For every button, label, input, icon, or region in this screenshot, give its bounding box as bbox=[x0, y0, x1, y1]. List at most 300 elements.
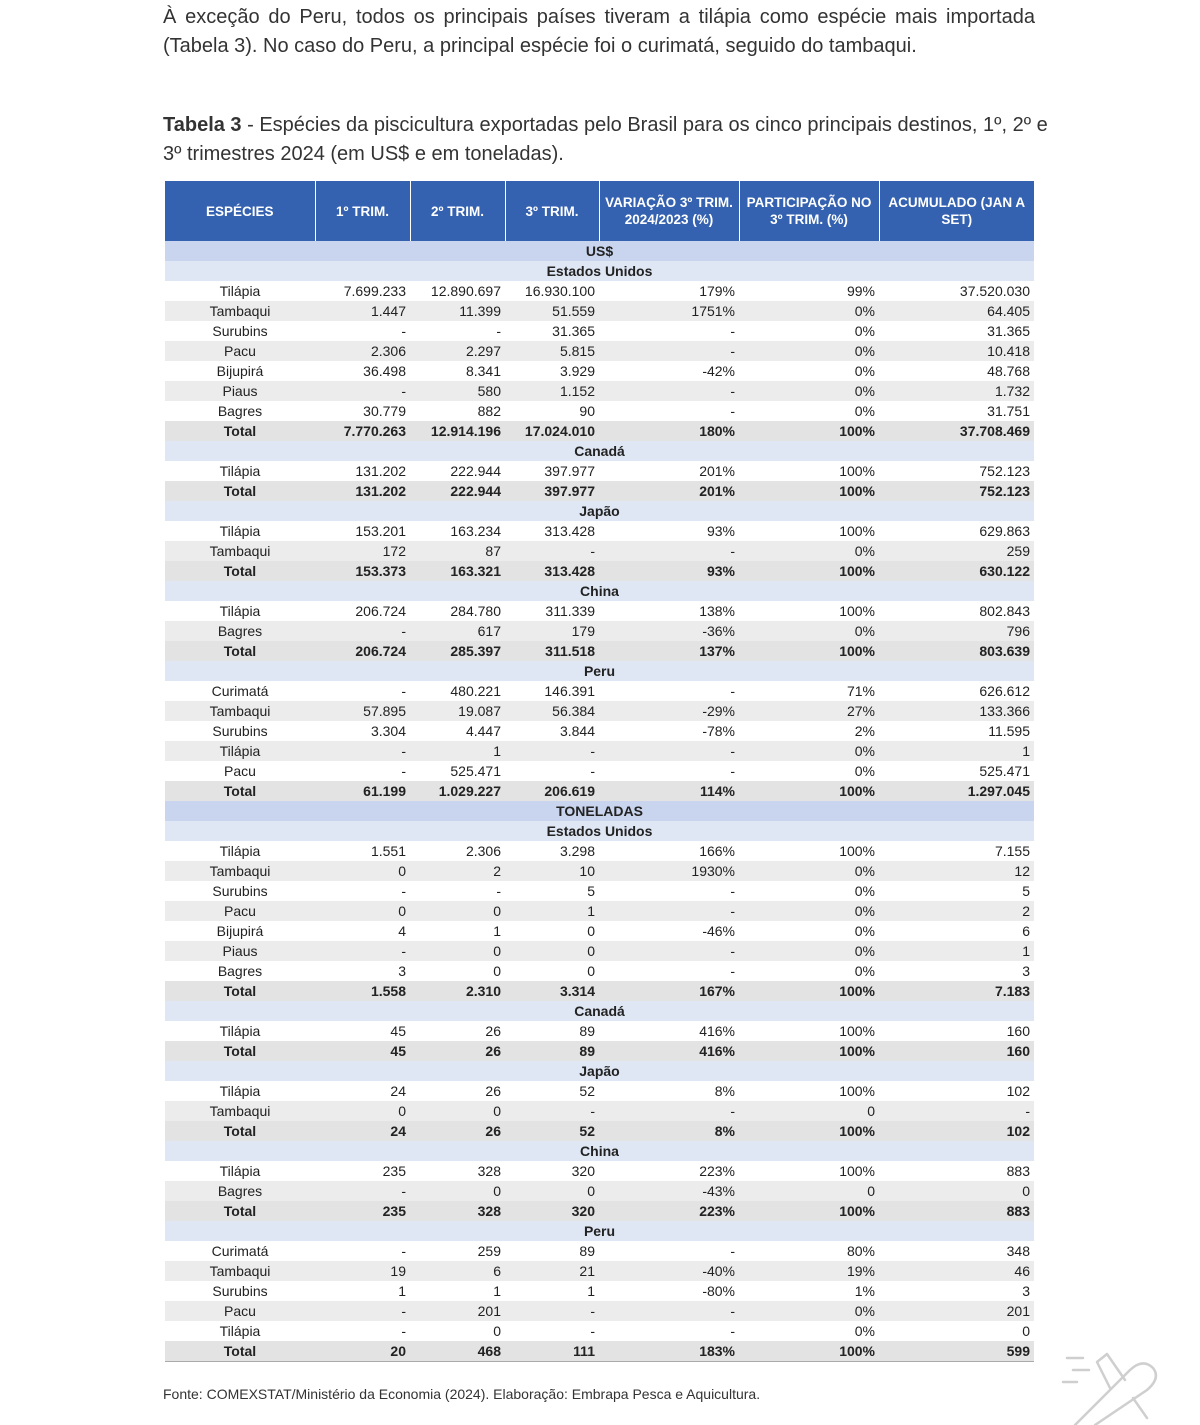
value-cell: 17.024.010 bbox=[505, 421, 599, 441]
value-cell: - bbox=[315, 741, 410, 761]
value-cell: 235 bbox=[382, 1163, 406, 1179]
value-cell: 2 bbox=[410, 861, 505, 881]
value-cell: 100% bbox=[739, 641, 879, 661]
value-cell: 0 bbox=[315, 1101, 410, 1121]
caption-text: - Espécies da piscicultura exportadas pelo Brasil para os cinco principais destinos, 1º, 2º e 3º trimestres 2024 (em US$ e em toneladas). bbox=[163, 114, 1048, 165]
value-cell: - bbox=[730, 683, 735, 699]
country-header-row bbox=[165, 501, 1034, 521]
value-cell: 1.152 bbox=[505, 381, 599, 401]
value-cell: 93% bbox=[706, 523, 735, 539]
value-cell: 61.199 bbox=[315, 781, 410, 801]
species-cell: Total bbox=[165, 781, 315, 801]
value-cell: 0% bbox=[854, 763, 875, 779]
value-cell: - bbox=[401, 683, 406, 699]
value-cell: 222.944 bbox=[410, 481, 505, 501]
header-participacao: PARTICIPAÇÃO NO 3º TRIM. (%) bbox=[739, 181, 879, 241]
species-cell: Tilápia bbox=[219, 603, 261, 619]
value-cell: - bbox=[505, 541, 599, 561]
value-cell: - bbox=[730, 403, 735, 419]
species-cell: Tilápia bbox=[165, 741, 315, 761]
species-cell: Tilápia bbox=[219, 463, 261, 479]
table-row bbox=[165, 921, 1034, 941]
value-cell: 3 bbox=[1022, 963, 1030, 979]
value-cell: 131.202 bbox=[355, 463, 406, 479]
value-cell: - bbox=[401, 1243, 406, 1259]
value-cell: 26 bbox=[410, 1041, 505, 1061]
value-cell: 617 bbox=[410, 621, 505, 641]
value-cell: 1.551 bbox=[370, 843, 406, 859]
value-cell: 6 bbox=[410, 1261, 505, 1281]
value-cell: 0% bbox=[739, 381, 879, 401]
value-cell: 180% bbox=[599, 421, 739, 441]
value-cell: 1930% bbox=[599, 861, 739, 881]
table-row bbox=[165, 941, 1034, 961]
total-row bbox=[165, 1341, 1034, 1362]
value-cell: 0 bbox=[1022, 1323, 1030, 1339]
value-cell: 3.298 bbox=[559, 843, 595, 859]
value-cell: 7.183 bbox=[879, 981, 1034, 1001]
value-cell: 1 bbox=[410, 741, 505, 761]
country-name: Canadá bbox=[165, 1001, 1034, 1021]
table-body bbox=[165, 241, 1034, 1362]
value-cell: 37.520.030 bbox=[959, 283, 1030, 299]
value-cell: 2.297 bbox=[410, 341, 505, 361]
value-cell: 525.471 bbox=[979, 763, 1030, 779]
value-cell: 90 bbox=[579, 403, 595, 419]
value-cell: 201 bbox=[879, 1301, 1034, 1321]
value-cell: 0% bbox=[854, 883, 875, 899]
header-variacao: VARIAÇÃO 3º TRIM. 2024/2023 (%) bbox=[599, 181, 739, 241]
value-cell: 599 bbox=[879, 1341, 1034, 1362]
value-cell: - bbox=[505, 1101, 599, 1121]
table-row bbox=[165, 401, 1034, 421]
value-cell: 0 bbox=[587, 923, 595, 939]
value-cell: - bbox=[599, 341, 739, 361]
value-cell: 0% bbox=[854, 363, 875, 379]
value-cell: 100% bbox=[739, 781, 879, 801]
value-cell: - bbox=[599, 901, 739, 921]
value-cell: 100% bbox=[739, 1121, 879, 1141]
value-cell: 8.341 bbox=[465, 363, 501, 379]
value-cell: 0% bbox=[739, 541, 879, 561]
value-cell: 179 bbox=[505, 621, 599, 641]
table-row bbox=[165, 381, 1034, 401]
value-cell: 0 bbox=[410, 941, 505, 961]
value-cell: 167% bbox=[599, 981, 739, 1001]
total-row bbox=[165, 781, 1034, 801]
species-cell: Bagres bbox=[217, 963, 263, 979]
species-cell: Curimatá bbox=[211, 1243, 269, 1259]
value-cell: 1 bbox=[879, 741, 1034, 761]
value-cell: 630.122 bbox=[879, 561, 1034, 581]
table-row bbox=[165, 321, 1034, 341]
value-cell: - bbox=[730, 963, 735, 979]
value-cell: 100% bbox=[839, 523, 875, 539]
value-cell: 3 bbox=[398, 963, 406, 979]
value-cell: -78% bbox=[702, 723, 735, 739]
value-cell: 31.751 bbox=[987, 403, 1030, 419]
species-cell: Tambaqui bbox=[165, 541, 315, 561]
value-cell: 259 bbox=[477, 1243, 501, 1259]
value-cell: 206.724 bbox=[355, 603, 406, 619]
value-cell: 100% bbox=[739, 561, 879, 581]
value-cell: - bbox=[590, 763, 595, 779]
section-header-row bbox=[165, 801, 1034, 821]
value-cell: 0% bbox=[854, 323, 875, 339]
total-row bbox=[165, 1201, 1034, 1221]
species-cell: Total bbox=[165, 481, 315, 501]
species-cell: Tilápia bbox=[219, 1083, 261, 1099]
value-cell: 802.843 bbox=[979, 603, 1030, 619]
value-cell: 0 bbox=[587, 963, 595, 979]
total-row bbox=[165, 1041, 1034, 1061]
value-cell: 100% bbox=[839, 1023, 875, 1039]
table-row bbox=[165, 1241, 1034, 1261]
table-row bbox=[165, 961, 1034, 981]
total-row bbox=[165, 981, 1034, 1001]
value-cell: 12.890.697 bbox=[430, 283, 501, 299]
value-cell: 796 bbox=[879, 621, 1034, 641]
species-cell: Bijupirá bbox=[216, 923, 264, 939]
value-cell: 752.123 bbox=[979, 463, 1030, 479]
value-cell: 803.639 bbox=[879, 641, 1034, 661]
value-cell: 100% bbox=[739, 481, 879, 501]
species-cell: Bijupirá bbox=[216, 363, 264, 379]
value-cell: 3.844 bbox=[559, 723, 595, 739]
value-cell: 93% bbox=[599, 561, 739, 581]
value-cell: 397.977 bbox=[544, 463, 595, 479]
value-cell: -46% bbox=[702, 923, 735, 939]
value-cell: 12.914.196 bbox=[410, 421, 505, 441]
value-cell: 416% bbox=[599, 1041, 739, 1061]
species-cell: Pacu bbox=[165, 1301, 315, 1321]
value-cell: - bbox=[505, 741, 599, 761]
table-row bbox=[165, 1021, 1034, 1041]
value-cell: 0% bbox=[739, 741, 879, 761]
value-cell: - bbox=[730, 1323, 735, 1339]
value-cell: 0 bbox=[505, 941, 599, 961]
country-name: China bbox=[165, 1141, 1034, 1161]
species-cell: Tambaqui bbox=[165, 861, 315, 881]
value-cell: 160 bbox=[1006, 1023, 1030, 1039]
table-row bbox=[165, 881, 1034, 901]
value-cell: 10.418 bbox=[879, 341, 1034, 361]
table-row bbox=[165, 301, 1034, 321]
species-cell: Tilápia bbox=[219, 523, 261, 539]
value-cell: 0 bbox=[410, 901, 505, 921]
value-cell: 285.397 bbox=[410, 641, 505, 661]
value-cell: 416% bbox=[699, 1023, 735, 1039]
value-cell: 0 bbox=[739, 1181, 879, 1201]
total-row bbox=[165, 481, 1034, 501]
value-cell: 222.944 bbox=[450, 463, 501, 479]
table-row bbox=[165, 1181, 1034, 1201]
value-cell: 26 bbox=[410, 1121, 505, 1141]
value-cell: 52 bbox=[579, 1083, 595, 1099]
value-cell: -42% bbox=[702, 363, 735, 379]
caption-label: Tabela 3 bbox=[163, 114, 242, 136]
value-cell: 313.428 bbox=[505, 561, 599, 581]
value-cell: - bbox=[599, 1301, 739, 1321]
value-cell: 320 bbox=[571, 1163, 595, 1179]
value-cell: 0% bbox=[739, 621, 879, 641]
value-cell: 284.780 bbox=[450, 603, 501, 619]
table-row bbox=[165, 1161, 1034, 1181]
value-cell: 8% bbox=[599, 1121, 739, 1141]
value-cell: 100% bbox=[739, 1341, 879, 1362]
value-cell: 30.779 bbox=[363, 403, 406, 419]
country-name: Japão bbox=[165, 1061, 1034, 1081]
table-row bbox=[165, 341, 1034, 361]
section-title: TONELADAS bbox=[165, 801, 1034, 821]
species-cell: Pacu bbox=[224, 763, 256, 779]
species-cell: Total bbox=[165, 1121, 315, 1141]
value-cell: 160 bbox=[879, 1041, 1034, 1061]
value-cell: - bbox=[599, 741, 739, 761]
value-cell: 100% bbox=[839, 463, 875, 479]
value-cell: 100% bbox=[839, 603, 875, 619]
value-cell: 0 bbox=[879, 1181, 1034, 1201]
value-cell: 0% bbox=[739, 1301, 879, 1321]
species-cell: Piaus bbox=[165, 381, 315, 401]
value-cell: 0 bbox=[410, 1181, 505, 1201]
value-cell: 1.558 bbox=[315, 981, 410, 1001]
value-cell: 1.029.227 bbox=[410, 781, 505, 801]
value-cell: 201% bbox=[599, 481, 739, 501]
value-cell: 0% bbox=[854, 923, 875, 939]
species-cell: Surubins bbox=[212, 883, 268, 899]
header-trim2: 2º TRIM. bbox=[410, 181, 505, 241]
value-cell: 468 bbox=[410, 1341, 505, 1362]
country-header-row bbox=[165, 581, 1034, 601]
table-header-row bbox=[165, 181, 1034, 241]
value-cell: 1.732 bbox=[879, 381, 1034, 401]
species-cell: Total bbox=[165, 981, 315, 1001]
country-header-row bbox=[165, 441, 1034, 461]
value-cell: - bbox=[730, 323, 735, 339]
total-row bbox=[165, 641, 1034, 661]
value-cell: 71% bbox=[846, 683, 875, 699]
value-cell: - bbox=[599, 1101, 739, 1121]
species-cell: Pacu bbox=[165, 901, 315, 921]
table-row bbox=[165, 861, 1034, 881]
value-cell: 0 bbox=[505, 1181, 599, 1201]
table-row bbox=[165, 721, 1034, 741]
table-row bbox=[165, 841, 1034, 861]
value-cell: 626.612 bbox=[979, 683, 1030, 699]
header-acumulado: ACUMULADO (JAN A SET) bbox=[879, 181, 1034, 241]
species-cell: Tambaqui bbox=[165, 701, 315, 721]
value-cell: 397.977 bbox=[505, 481, 599, 501]
value-cell: 12 bbox=[879, 861, 1034, 881]
value-cell: - bbox=[599, 381, 739, 401]
value-cell: 100% bbox=[839, 1163, 875, 1179]
value-cell: 0% bbox=[739, 901, 879, 921]
value-cell: -40% bbox=[599, 1261, 739, 1281]
value-cell: 1 bbox=[493, 1283, 501, 1299]
country-name: China bbox=[165, 581, 1034, 601]
value-cell: 172 bbox=[315, 541, 410, 561]
value-cell: 102 bbox=[879, 1121, 1034, 1141]
value-cell: - bbox=[599, 541, 739, 561]
value-cell: 882 bbox=[477, 403, 501, 419]
value-cell: 0% bbox=[739, 341, 879, 361]
value-cell: 7.155 bbox=[994, 843, 1030, 859]
value-cell: 16.930.100 bbox=[524, 283, 595, 299]
value-cell: 24 bbox=[390, 1083, 406, 1099]
value-cell: 0 bbox=[315, 861, 410, 881]
species-cell: Pacu bbox=[165, 341, 315, 361]
value-cell: - bbox=[496, 883, 501, 899]
value-cell: 0 bbox=[315, 901, 410, 921]
species-cell: Surubins bbox=[212, 723, 268, 739]
value-cell: 1% bbox=[854, 1283, 875, 1299]
value-cell: - bbox=[401, 1323, 406, 1339]
value-cell: 1751% bbox=[599, 301, 739, 321]
value-cell: 2.310 bbox=[410, 981, 505, 1001]
species-cell: Bagres bbox=[165, 621, 315, 641]
value-cell: 629.863 bbox=[979, 523, 1030, 539]
species-cell: Tilápia bbox=[219, 843, 261, 859]
value-cell: 19.087 bbox=[410, 701, 505, 721]
value-cell: 80% bbox=[846, 1243, 875, 1259]
country-header-row bbox=[165, 1141, 1034, 1161]
country-name: Estados Unidos bbox=[165, 261, 1034, 281]
value-cell: - bbox=[505, 1301, 599, 1321]
value-cell: 235 bbox=[315, 1201, 410, 1221]
species-cell: Total bbox=[165, 1341, 315, 1362]
species-cell: Bagres bbox=[217, 403, 263, 419]
table-row bbox=[165, 901, 1034, 921]
value-cell: 0 bbox=[739, 1101, 879, 1121]
value-cell: 6 bbox=[1022, 923, 1030, 939]
value-cell: 5 bbox=[587, 883, 595, 899]
value-cell: - bbox=[496, 323, 501, 339]
value-cell: 0% bbox=[854, 963, 875, 979]
value-cell: 114% bbox=[599, 781, 739, 801]
table-row bbox=[165, 1301, 1034, 1321]
value-cell: 3.929 bbox=[559, 363, 595, 379]
value-cell: 24 bbox=[315, 1121, 410, 1141]
value-cell: 100% bbox=[739, 1201, 879, 1221]
value-cell: 0% bbox=[739, 861, 879, 881]
value-cell: 1.297.045 bbox=[879, 781, 1034, 801]
value-cell: 31.365 bbox=[552, 323, 595, 339]
value-cell: 311.518 bbox=[505, 641, 599, 661]
value-cell: 883 bbox=[879, 1201, 1034, 1221]
value-cell: - bbox=[879, 1101, 1034, 1121]
species-cell: Total bbox=[165, 1201, 315, 1221]
value-cell: 163.321 bbox=[410, 561, 505, 581]
value-cell: 31.365 bbox=[987, 323, 1030, 339]
value-cell: 480.221 bbox=[450, 683, 501, 699]
table-row bbox=[165, 521, 1034, 541]
value-cell: - bbox=[401, 323, 406, 339]
value-cell: - bbox=[315, 621, 410, 641]
value-cell: - bbox=[730, 883, 735, 899]
table-row bbox=[165, 1321, 1034, 1341]
total-row bbox=[165, 421, 1034, 441]
value-cell: 0 bbox=[410, 1101, 505, 1121]
country-name: Peru bbox=[165, 1221, 1034, 1241]
value-cell: 5.815 bbox=[505, 341, 599, 361]
value-cell: 19% bbox=[739, 1261, 879, 1281]
table-row bbox=[165, 621, 1034, 641]
value-cell: 0% bbox=[854, 403, 875, 419]
country-name: Japão bbox=[165, 501, 1034, 521]
value-cell: 311.339 bbox=[545, 603, 595, 619]
table-caption bbox=[163, 111, 1063, 169]
header-trim1: 1º TRIM. bbox=[315, 181, 410, 241]
table-row bbox=[165, 761, 1034, 781]
species-cell: Total bbox=[165, 641, 315, 661]
table-row bbox=[165, 681, 1034, 701]
value-cell: - bbox=[730, 1243, 735, 1259]
value-cell: 52 bbox=[505, 1121, 599, 1141]
value-cell: 0% bbox=[854, 1323, 875, 1339]
species-cell: Surubins bbox=[212, 1283, 268, 1299]
table-row bbox=[165, 601, 1034, 621]
value-cell: 3.314 bbox=[505, 981, 599, 1001]
value-cell: 0% bbox=[739, 941, 879, 961]
header-trim3: 3º TRIM. bbox=[505, 181, 599, 241]
country-name: Canadá bbox=[165, 441, 1034, 461]
value-cell: 166% bbox=[699, 843, 735, 859]
value-cell: 21 bbox=[505, 1261, 599, 1281]
value-cell: 0% bbox=[739, 301, 879, 321]
value-cell: 20 bbox=[315, 1341, 410, 1362]
value-cell: 46 bbox=[879, 1261, 1034, 1281]
value-cell: 8% bbox=[714, 1083, 735, 1099]
value-cell: -36% bbox=[599, 621, 739, 641]
country-header-row bbox=[165, 1001, 1034, 1021]
value-cell: 111 bbox=[505, 1341, 599, 1362]
value-cell: - bbox=[599, 941, 739, 961]
value-cell: - bbox=[730, 763, 735, 779]
species-cell: Tilápia bbox=[219, 1163, 261, 1179]
value-cell: 223% bbox=[699, 1163, 735, 1179]
value-cell: 137% bbox=[599, 641, 739, 661]
value-cell: - bbox=[315, 1301, 410, 1321]
value-cell: 36.498 bbox=[363, 363, 406, 379]
species-cell: Total bbox=[165, 421, 315, 441]
airplane-icon bbox=[1055, 1340, 1165, 1425]
species-cell: Tilápia bbox=[219, 1323, 261, 1339]
value-cell: 51.559 bbox=[505, 301, 599, 321]
value-cell: -29% bbox=[599, 701, 739, 721]
value-cell: 1 bbox=[587, 1283, 595, 1299]
value-cell: 11.399 bbox=[410, 301, 505, 321]
value-cell: 1 bbox=[505, 901, 599, 921]
value-cell: 87 bbox=[410, 541, 505, 561]
section-header-row bbox=[165, 241, 1034, 261]
value-cell: 206.619 bbox=[505, 781, 599, 801]
species-cell: Tilápia bbox=[219, 1023, 261, 1039]
value-cell: - bbox=[401, 763, 406, 779]
value-cell: 5 bbox=[1022, 883, 1030, 899]
value-cell: - bbox=[315, 1181, 410, 1201]
value-cell: 883 bbox=[1006, 1163, 1030, 1179]
value-cell: 100% bbox=[839, 843, 875, 859]
value-cell: 3 bbox=[1022, 1283, 1030, 1299]
value-cell: 201 bbox=[410, 1301, 505, 1321]
species-cell: Curimatá bbox=[211, 683, 269, 699]
country-name: Estados Unidos bbox=[165, 821, 1034, 841]
country-header-row bbox=[165, 1061, 1034, 1081]
value-cell: 7.699.233 bbox=[343, 283, 406, 299]
value-cell: 163.234 bbox=[450, 523, 501, 539]
value-cell: 328 bbox=[410, 1201, 505, 1221]
